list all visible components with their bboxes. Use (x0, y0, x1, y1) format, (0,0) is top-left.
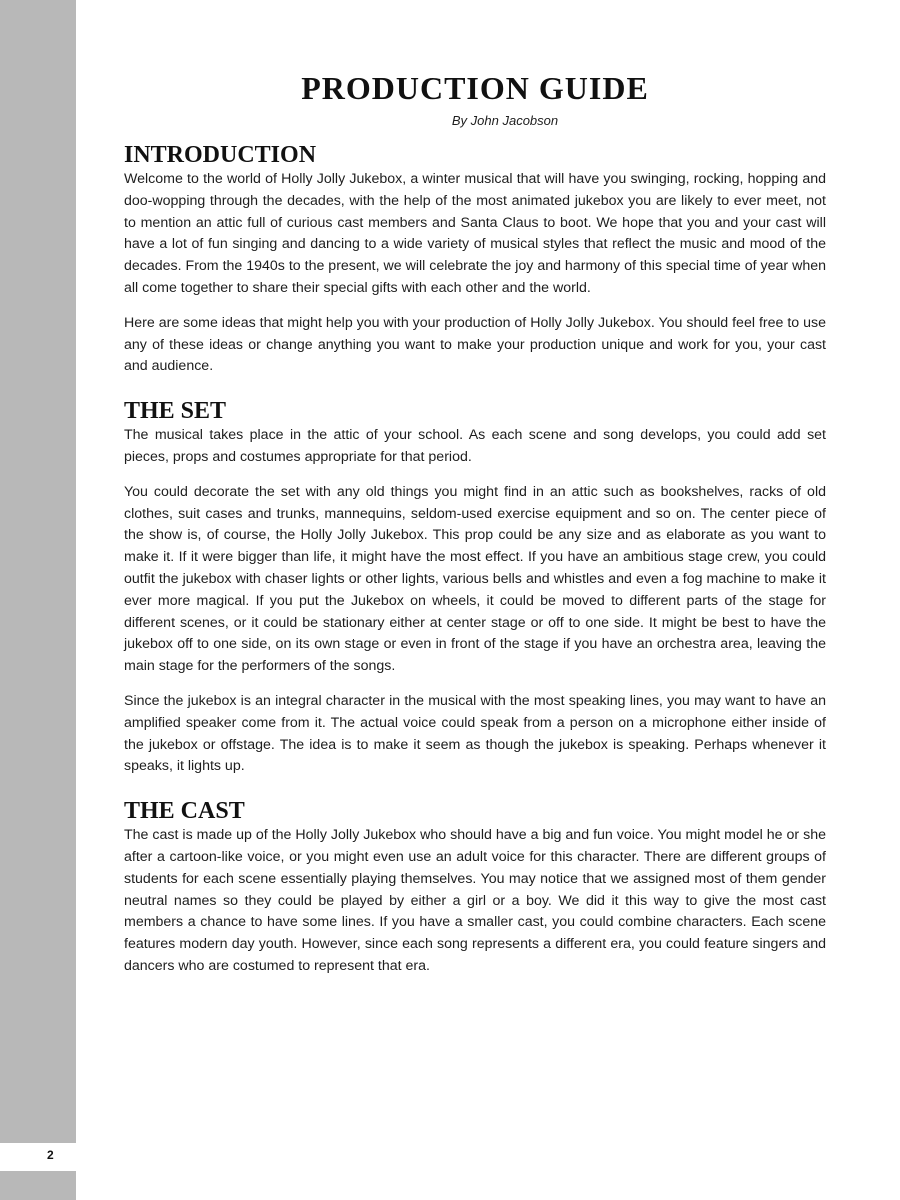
page-number: 2 (47, 1148, 54, 1162)
page-title: PRODUCTION GUIDE (301, 70, 649, 106)
page-number-tab (0, 1143, 76, 1171)
paragraph: Since the jukebox is an integral character in the musical with the most speaking lines, you may want to have an amplified speaker come from it. The actual voice could speak from a person on a microphone either inside of the jukebox or offstage. The idea is to make it seem as though the jukebox is speaking. Perhaps whenever it speaks, it lights up. (124, 692, 826, 775)
paragraph: The musical takes place in the attic of your school. As each scene and song develops, you could add set pieces, props and costumes appropriate for that period. (124, 427, 826, 465)
byline: By John Jacobson (451, 113, 559, 128)
section-heading-the-set: THE SET (124, 398, 227, 425)
paragraph: Here are some ideas that might help you with your production of Holly Jolly Jukebox. You should feel free to use any of these ideas or change anything you want to make your production unique and work for you, your cast and audience. (124, 314, 826, 375)
paragraph: The cast is made up of the Holly Jolly Jukebox who should have a big and fun voice. You might model he or she after a cartoon-like voice, or you might even use an adult voice for this character. There are different groups of students for each scene essentially playing themselves. You may notice that we assigned most of them gender neutral names so they could be played by either a girl or a boy. We did it this way to give the most cast members a chance to have some lines. If you have a smaller cast, you could combine characters. Each scene features modern day youth. However, since each song represents a different era, you could feature singers and dancers who are costumed to represent that era. (124, 827, 826, 974)
page-content (124, 68, 826, 978)
side-margin-bar (0, 0, 76, 1200)
section-heading-the-cast: THE CAST (124, 798, 245, 825)
paragraph: You could decorate the set with any old things you might find in an attic such as bookshelves, racks of old clothes, suit cases and trunks, mannequins, seldom-used exercise equipment and so on. The center piece of the show is, of course, the Holly Jolly Jukebox. This prop could be any size and as elaborate as you want to make it. If it were bigger than life, it might have the most effect. If you have an ambitious stage crew, you could outfit the jukebox with chaser lights or other lights, various bells and whistles and even a fog machine to make it ever more magical. If you put the Jukebox on wheels, it could be moved to different parts of the stage for different scenes, or it could be stationary either at center stage or off to one side. It might be best to have the jukebox off to one side, on its own stage or even in front of the stage if you have an orchestra area, leaving the main stage for the performers of the songs. (124, 483, 826, 675)
paragraph: Welcome to the world of Holly Jolly Jukebox, a winter musical that will have you swinging, rocking, hopping and doo-wopping through the decades, with the help of the most animated jukebox you are likely to ever meet, not to mention an attic full of curious cast members and Santa Claus to boot. We hope that you and your cast will have a lot of fun singing and dancing to a wide variety of musical styles that reflect the music and mood of the decades. From the 1940s to the present, we will celebrate the joy and harmony of this special time of year when all come together to share their special gifts with each other and the world. (124, 171, 826, 296)
section-heading-introduction: INTRODUCTION (124, 142, 317, 168)
